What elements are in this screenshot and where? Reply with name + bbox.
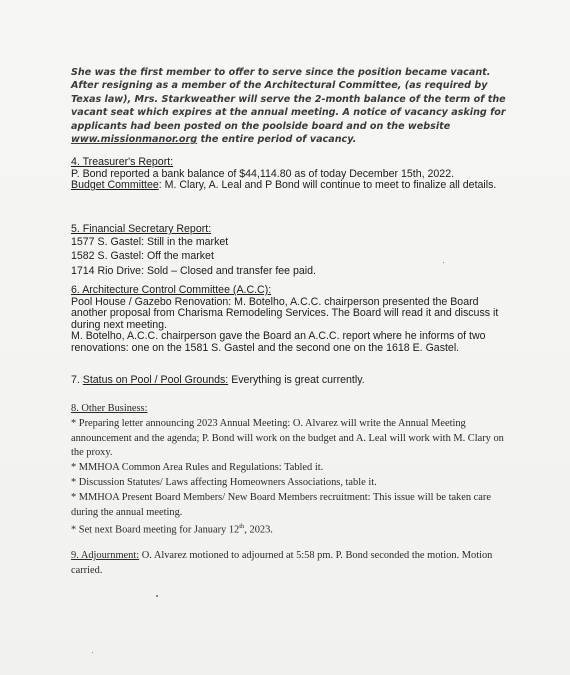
other-business-heading: 8. Other Business:: [71, 403, 148, 414]
adjournment-text: O. Alvarez motioned to adjourned at 5:58 pm. P. Bond seconded the motion. Motion carried.: [71, 550, 493, 576]
financial-item: 1714 Rio Drive: Sold – Closed and transfer fee paid.: [71, 264, 316, 277]
pool-number: 7.: [71, 374, 83, 386]
other-business-item: * MMHOA Common Area Rules and Regulations: Tabled it.: [71, 462, 324, 474]
other-business-item: * MMHOA Present Board Members/ New Board Members recruitment: This issue will be taken care during the annual meeting.: [71, 491, 491, 518]
scan-speck: [92, 652, 93, 653]
acc-paragraph-1: Pool House / Gazebo Renovation: M. Botelho, A.C.C. chairperson presented the Board another proposal from Charisma Remodeling Services. The Board will read it and discuss it during next meeting.: [71, 295, 499, 331]
scan-speck: [443, 262, 444, 263]
next-meeting-year: , 2023.: [244, 524, 273, 536]
financial-section: [71, 224, 516, 277]
adjournment-heading: 9. Adjournment:: [71, 550, 140, 561]
budget-committee-label: Budget Committee: [71, 179, 159, 192]
website-link[interactable]: www.missionmanor.org: [71, 134, 198, 146]
treasurer-balance: P. Bond reported a bank balance of $44,114.80 as of today December 15th, 2022.: [71, 167, 455, 180]
pool-text: Everything is great currently.: [228, 374, 365, 386]
treasurer-section: [71, 157, 516, 192]
other-business-item: * Discussion Statutes/ Laws affecting Homeowners Associations, table it.: [71, 476, 377, 488]
other-business-item: * Preparing letter announcing 2023 Annual Meeting: O. Alvarez will write the Annual Meeting announcement and the agenda; P. Bond will work on the budget and A. Leal will work with M. Clary on the proxy.: [71, 417, 504, 459]
intro-text-3: the entire period of vacancy.: [197, 134, 357, 146]
financial-item: 1582 S. Gastel: Off the market: [71, 250, 214, 263]
budget-committee-line: [71, 180, 516, 192]
intro-paragraph: [71, 66, 511, 146]
budget-committee-text: : M. Clary, A. Leal and P Bond will continue to meet to finalize all details.: [158, 179, 497, 192]
other-business-item: [71, 520, 516, 538]
acc-section: [71, 285, 516, 355]
pool-section: [71, 375, 516, 387]
next-meeting-text: * Set next Board meeting for January 12: [71, 524, 240, 536]
pool-heading: Status on Pool / Pool Grounds:: [82, 374, 229, 386]
acc-paragraph-2: M. Botelho, A.C.C. chairperson gave the Board an A.C.C. report where he informs of two renovations: one on the 1581 S. Gastel and the second one on the 1618 E. Gastel.: [71, 330, 486, 354]
acc-heading: 6. Architecture Control Committee (A.C.C):: [71, 284, 272, 296]
other-business-section: [71, 402, 516, 539]
adjournment-section: [71, 549, 516, 579]
financial-heading: 5. Financial Secretary Report:: [71, 223, 212, 235]
financial-item: 1577 S. Gastel: Still in the market: [71, 235, 229, 248]
intro-text-1: She was the first member to offer to serve since the position became vacant. After resigning as a member of the Architectural Committee,: [71, 67, 491, 92]
next-meeting-suffix: th: [239, 523, 245, 531]
scan-speck: [156, 595, 158, 597]
treasurer-heading: 4. Treasurer's Report:: [71, 156, 174, 168]
intro-legal-note: (as required by Texas law): [71, 80, 488, 105]
intro-text-2: , Mrs. Starkweather will serve the 2-month balance of the term of the vacant seat which expires at the annual meeting. A notice of vacancy asking for applicants had been posted on the poolside board and on the website: [71, 93, 506, 132]
